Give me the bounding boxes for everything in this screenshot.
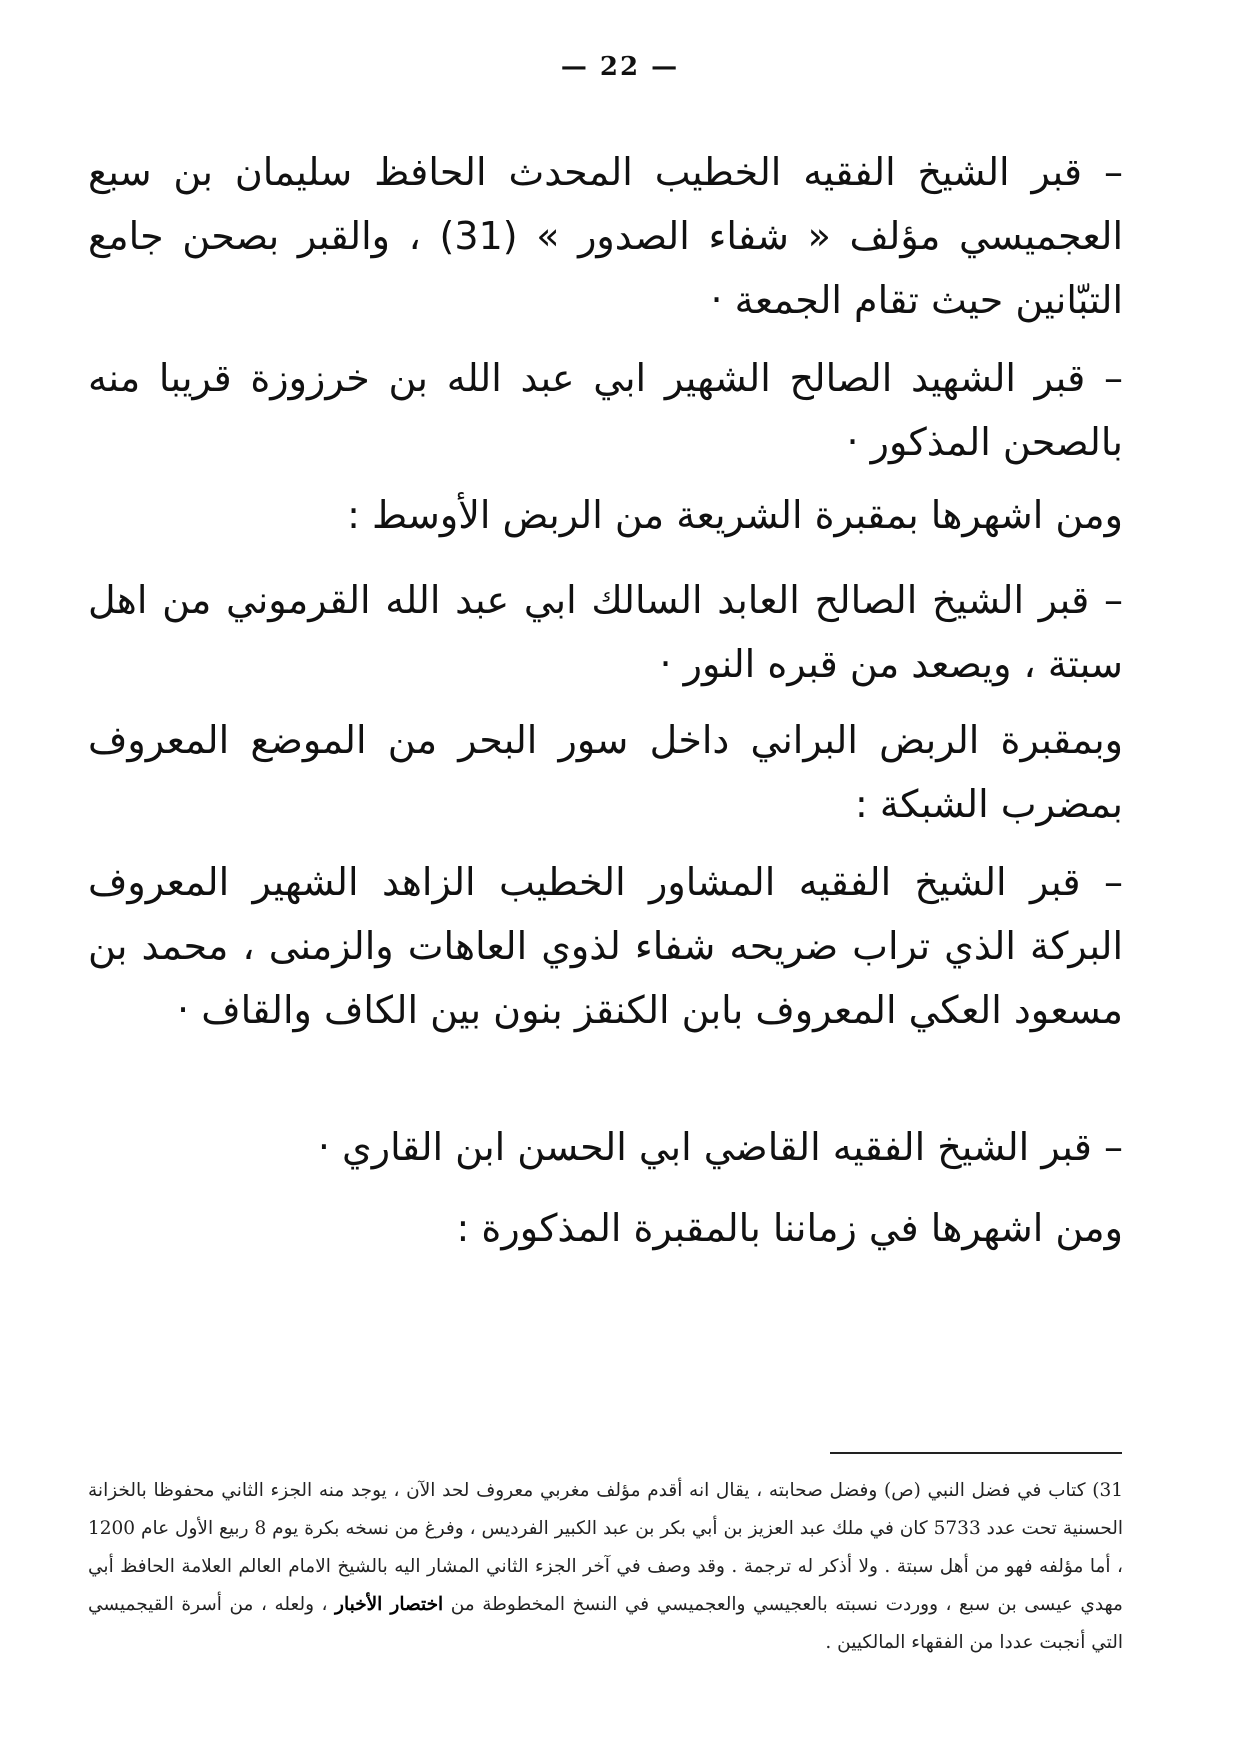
paragraph-contemporary-graves-heading: ومن اشهرها في زماننا بالمقبرة المذكورة : — [456, 1206, 1123, 1250]
footnote-31 — [88, 1472, 1123, 1662]
paragraph-grave-ibn-khurzuza: – قبر الشهيد الصالح الشهير ابي عبد الله بن خرزوزة قريبا منه بالصحن المذكور · — [88, 356, 1123, 464]
paragraph-sharia-cemetery-heading: ومن اشهرها بمقبرة الشريعة من الربض الأوسط : — [347, 493, 1123, 537]
footnote-text-start: 31) كتاب في فضل النبي (ص) وفضل صحابته ، يقال انه أقدم مؤلف مغربي معروف لحد الآن ، يوجد منه الجزء الثاني محفوظا بالخزانة الحسنية تحت عدد 5733 كان في ملك عبد العزيز بن أبي بكر بن عبد الكبير الفرديس ، وفرغ من نسخه بكرة يوم 8 ربيع الأول عام 1200 ، أما مؤلفه فهو من أهل سبتة . ولا أذكر له ترجمة . وقد وصف في آخر الجزء الثاني المشار اليه بالشيخ الامام العالم العلامة الحافظ أبي مهدي عيسى بن سبع ، ووردت نسبته بالعجيسي والعجميسي في النسخ المخطوطة من — [88, 1480, 1124, 1615]
paragraph-outer-suburb-cemetery-heading: وبمقبرة الربض البراني داخل سور البحر من الموضع المعروف بمضرب الشبكة : — [88, 718, 1123, 826]
paragraph-grave-ibn-al-kunqaz: – قبر الشيخ الفقيه المشاور الخطيب الزاهد الشهير المعروف البركة الذي تراب ضريحه شفاء لذوي العاهات والزمنى ، محمد بن مسعود العكي المعروف بابن الكنقز بنون بين الكاف والقاف · — [88, 860, 1123, 1032]
footnote-text-end: ، ولعله ، من أسرة القيجميسي التي أنجبت عددا من الفقهاء المالكيين . — [88, 1594, 1123, 1653]
footnote-book-title: اختصار الأخبار — [335, 1594, 444, 1615]
paragraph-grave-sulayman-ibn-sab: – قبر الشيخ الفقيه الخطيب المحدث الحافظ سليمان بن سبع العجميسي مؤلف « شفاء الصدور » (31) ، والقبر بصحن جامع التبّانين حيث تقام الجمعة · — [88, 150, 1123, 322]
footnote-divider — [830, 1452, 1122, 1454]
page-number: — 22 — — [560, 52, 680, 82]
paragraph-grave-al-qarmuni: – قبر الشيخ الصالح العابد السالك ابي عبد الله القرموني من اهل سبتة ، ويصعد من قبره النور · — [88, 578, 1123, 686]
paragraph-grave-ibn-al-qari: – قبر الشيخ الفقيه القاضي ابي الحسن ابن القاري · — [317, 1125, 1123, 1169]
